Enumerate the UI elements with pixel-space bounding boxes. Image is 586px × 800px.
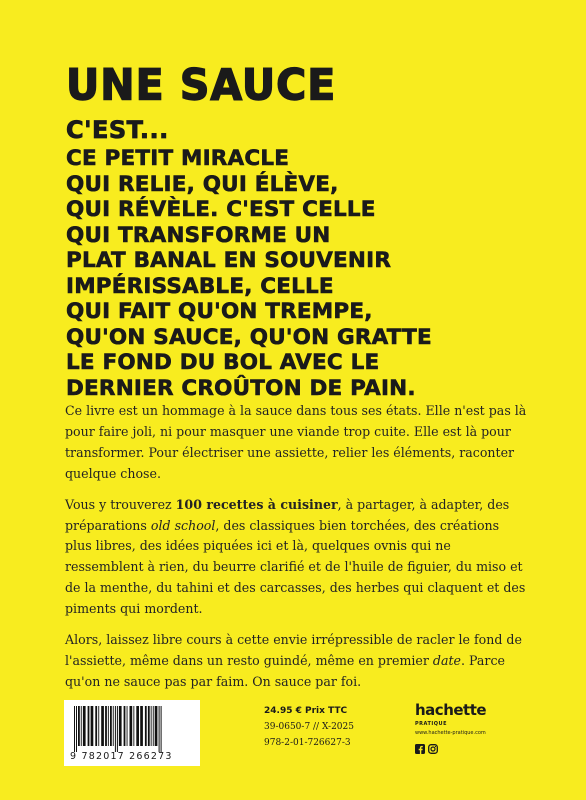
paragraph-3: Alors, laissez libre cours à cette envie irrépressible de racler le fond de l'assiette, même dans un resto guindé, même en premier date. Parce qu'on ne sauce pas par faim. On sauce par foi. [65,632,522,689]
pitch-line: LE FOND DU BOL AVEC LE [66,350,380,375]
publisher-url: www.hachette-pratique.com [415,730,486,736]
product-code: 39-0650-7 // X-2025 [264,722,354,732]
pitch-line: IMPÉRISSABLE, CELLE [66,273,334,299]
pitch-line: QUI TRANSFORME UN [66,222,331,248]
barcode-bar [113,706,114,746]
description [65,401,527,703]
barcode-bar [101,706,104,746]
barcode-bar [76,706,77,752]
barcode-bar [117,706,118,752]
barcode-bar [115,706,116,752]
barcode-bar [133,706,134,746]
barcode-bar [119,706,122,746]
book-title: UNE SAUCE [66,59,337,111]
barcode-bar [155,706,158,746]
barcode-bar [124,706,126,746]
pitch-line: CE PETIT MIRACLE [66,146,290,171]
barcode-bar [98,706,99,746]
barcode-bar [159,706,160,752]
paragraph-2: Vous y trouverez 100 recettes à cuisiner, à partager, à adapter, des préparations old school, des classiques bien torchées, des créations plus libres, des idées piquées ici et là, quelques ovnis qui ne ressemblent à rien, du beurre clarifié et de l'huile de figuier, du miso et de la menthe, du tahini et des carcasses, des herbes qui claquent et des piments qui mordent. [65,496,526,617]
publisher-imprint: PRATIQUE [415,721,447,727]
book-subtitle: C'EST... [66,116,169,144]
pitch-line: DERNIER CROÛTON DE PAIN. [66,375,416,401]
barcode-bar [145,706,147,746]
barcode-bar [127,706,128,746]
barcode-bar [105,706,107,746]
barcode-bar [136,706,139,746]
barcode-bar [161,706,162,752]
barcode-bar [81,706,82,746]
pitch-line: QUI FAIT QU'ON TREMPE, [66,299,373,324]
pitch-line: QUI RELIE, QUI ÉLÈVE, [66,171,339,197]
pitch-line: QUI RÉVÈLE. C'EST CELLE [66,197,376,222]
barcode-bar [78,706,80,746]
price: 24.95 € Prix TTC [264,706,348,716]
pitch-line: QU'ON SAUCE, QU'ON GRATTE [66,324,432,350]
barcode [64,700,200,766]
barcode-bar [108,706,109,746]
publisher-logo: hachette [415,701,487,719]
instagram-icon [428,739,438,749]
facebook-icon [415,739,425,749]
barcode-bar [130,706,133,746]
pitch-block [66,146,546,401]
barcode-bar [91,706,94,746]
barcode-bar [151,706,152,746]
barcode-bar [148,706,150,746]
barcode-bar [74,706,75,752]
barcode-bar [140,706,143,746]
barcode-bar [153,706,154,746]
barcode-bar [83,706,86,746]
barcode-bars [70,706,194,752]
social-icons [415,739,438,749]
paragraph-1: Ce livre est un hommage à la sauce dans tous ses états. Elle n'est pas là pour faire joli, ni pour masquer une viande trop cuite. Elle est là pour transformer. Pour électriser une assiette, relier les éléments, raconter quelque chose. [65,403,527,481]
isbn: 978-2-01-726627-3 [264,738,351,748]
barcode-number: 9 782017 266273 [70,751,173,762]
barcode-bar [110,706,112,746]
pitch-line: PLAT BANAL EN SOUVENIR [66,248,392,273]
barcode-bar [95,706,97,746]
barcode-bar [88,706,90,746]
